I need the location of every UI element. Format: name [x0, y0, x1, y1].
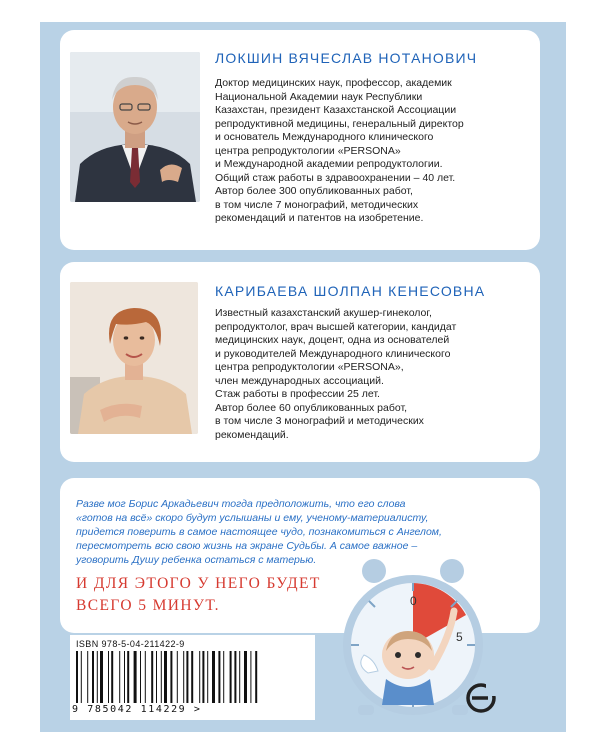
barcode-bar [161, 651, 162, 703]
author-2-name: КАРИБАЕВА ШОЛПАН КЕНЕСОВНА [215, 283, 486, 299]
barcode-bar [191, 651, 193, 703]
author-photo-2 [70, 282, 198, 434]
barcode-bar [127, 651, 129, 703]
isbn-label: ISBN 978-5-04-211422-9 [76, 639, 185, 649]
barcode-bar [111, 651, 113, 703]
barcode-bar [119, 651, 120, 703]
barcode-bar [81, 651, 82, 703]
teaser-text: Разве мог Борис Аркадьевич тогда предположить, что его слова «готов на всё» скоро будут услышаны и ему, ученому-материалисту, придется поверить в самое настоящее чудо, познакомиться с Ангелом, пересмотреть всю свою жизнь на экране Судьбы. А самое важное – уговорить Душу ребенка остаться с матерью. [76, 498, 442, 566]
barcode-bar [145, 651, 146, 703]
barcode-bar [250, 651, 251, 703]
barcode-bar [92, 651, 94, 703]
barcode-bar [255, 651, 257, 703]
barcode-bar [156, 651, 157, 703]
barcode-bar [199, 651, 200, 703]
barcode-bar [100, 651, 103, 703]
barcode-bar [170, 651, 172, 703]
barcode-icon [76, 651, 298, 703]
barcode-bar [134, 651, 137, 703]
barcode-bar [164, 651, 167, 703]
barcode-bar [234, 651, 236, 703]
barcode-bar [177, 651, 178, 703]
barcode-bar [207, 651, 208, 703]
barcode-bar [218, 651, 220, 703]
author-2-bio: Известный казахстанский акушер-гинеколог, репродуктолог, врач высшей категории, кандидат медицинских наук, доцент, одна из основателей и руководителей Международного клинического центра репродуктологии «PERSONA», член международных ассоциаций. Стаж работы в профессии 25 лет. Автор более 60 опубликованных работ, в том числе 3 монографий и методических рекомендаций. [215, 307, 457, 441]
author-photo-1 [70, 52, 200, 202]
author-1-bio: Доктор медицинских наук, профессор, академик Национальной Академии наук Республики Казахстан, президент Казахстанской Ассоциации репродуктивной медицины, генеральный директор и основатель Международного клинического центра репродуктологии «PERSONA» и Международной академии репродуктологии. Общий стаж работы в здравоохранении – 40 лет. Автор более 300 опубликованных работ, в том числе 7 монографий, методических рекомендаций и патентов на изобретение. [215, 77, 464, 224]
barcode-bar [186, 651, 188, 703]
author-1-name: ЛОКШИН ВЯЧЕСЛАВ НОТАНОВИЧ [215, 50, 478, 66]
barcode-bar [87, 651, 88, 703]
clock-numeral-zero: 0 [410, 594, 417, 608]
barcode-number: 9 785042 114229 > [72, 704, 202, 715]
barcode-bar [212, 651, 215, 703]
barcode-bar [183, 651, 184, 703]
barcode-bar [97, 651, 98, 703]
barcode-bar [151, 651, 153, 703]
barcode-bar [239, 651, 240, 703]
eksmo-logo-icon [466, 683, 496, 713]
barcode-bar [76, 651, 78, 703]
barcode-bar [223, 651, 224, 703]
barcode-bar [202, 651, 204, 703]
barcode-bar [108, 651, 109, 703]
isbn-barcode-box [70, 635, 315, 720]
barcode-bar [140, 651, 141, 703]
barcode-bar [244, 651, 247, 703]
barcode-bar [230, 651, 232, 703]
tagline: И ДЛЯ ЭТОГО У НЕГО БУДЕТ ВСЕГО 5 МИНУТ. [76, 575, 321, 614]
barcode-bar [124, 651, 125, 703]
clock-numeral-five: 5 [456, 630, 463, 644]
